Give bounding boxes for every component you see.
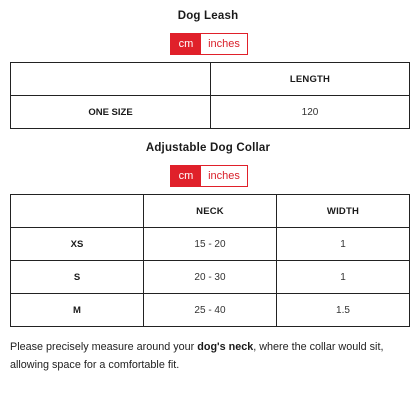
size-cell: XS (11, 228, 144, 261)
leash-unit-inches-button[interactable]: inches (201, 34, 247, 54)
collar-unit-toggle[interactable] (170, 165, 248, 187)
leash-size-table (10, 62, 410, 129)
neck-cell: 15 - 20 (144, 228, 277, 261)
width-cell: 1 (277, 261, 410, 294)
note-text-after: , where the collar would sit, allowing space for a comfortable fit. (10, 341, 384, 371)
leash-unit-cm-button[interactable]: cm (171, 34, 201, 54)
table-row (11, 294, 410, 327)
note-text-bold: dog's neck (197, 341, 254, 353)
collar-size-table (10, 194, 410, 327)
neck-cell: 25 - 40 (144, 294, 277, 327)
header-cell-length: LENGTH (211, 63, 410, 96)
header-cell-empty (11, 63, 211, 96)
measurement-note (10, 338, 410, 374)
header-cell-empty (11, 195, 144, 228)
size-cell: S (11, 261, 144, 294)
table-row (11, 261, 410, 294)
collar-title: Adjustable Dog Collar (145, 142, 271, 154)
length-cell: 120 (211, 96, 410, 129)
leash-unit-toggle[interactable] (170, 33, 248, 55)
table-header-row (11, 195, 410, 228)
leash-title: Dog Leash (177, 10, 239, 22)
note-text-before: Please precisely measure around your (10, 341, 198, 353)
width-cell: 1.5 (277, 294, 410, 327)
size-cell: M (11, 294, 144, 327)
table-row (11, 96, 410, 129)
neck-cell: 20 - 30 (144, 261, 277, 294)
size-cell: ONE SIZE (11, 96, 211, 129)
table-row (11, 228, 410, 261)
header-cell-width: WIDTH (277, 195, 410, 228)
width-cell: 1 (277, 228, 410, 261)
table-header-row (11, 63, 410, 96)
header-cell-neck: NECK (144, 195, 277, 228)
collar-unit-inches-button[interactable]: inches (201, 166, 247, 186)
collar-unit-cm-button[interactable]: cm (171, 166, 201, 186)
